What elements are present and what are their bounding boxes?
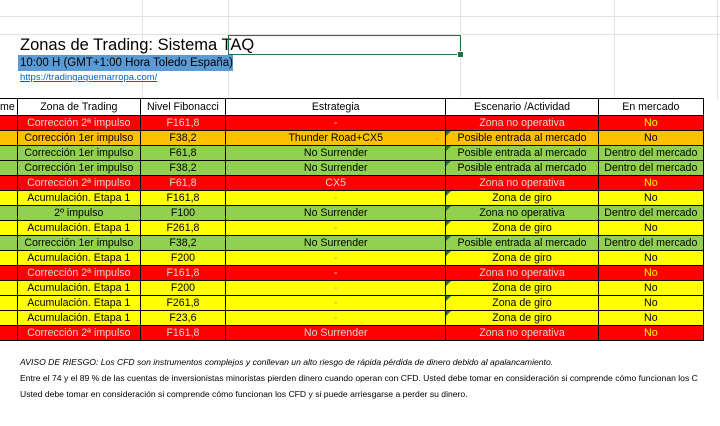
cell-escenario[interactable]: Zona no operativa: [446, 176, 598, 191]
cell-mercado[interactable]: No: [598, 191, 703, 206]
cell-mercado[interactable]: Dentro del mercado: [598, 161, 703, 176]
cell-estrategia[interactable]: CX5: [226, 176, 446, 191]
cell-escenario[interactable]: Posible entrada al mercado: [446, 146, 598, 161]
row-lead-cell[interactable]: [0, 116, 17, 131]
cell-estrategia[interactable]: Thunder Road+CX5: [226, 131, 446, 146]
cell-zona[interactable]: Corrección 2ª impulso: [17, 116, 140, 131]
cell-escenario[interactable]: Zona no operativa: [446, 116, 598, 131]
cell-zona[interactable]: Acumulación. Etapa 1: [17, 281, 140, 296]
table-row: [0, 296, 704, 311]
row-lead-cell[interactable]: [0, 191, 17, 206]
row-lead-cell[interactable]: [0, 221, 17, 236]
cell-zona[interactable]: Corrección 2ª impulso: [17, 326, 140, 341]
row-lead-cell[interactable]: [0, 251, 17, 266]
cell-estrategia[interactable]: No Surrender: [226, 161, 446, 176]
cell-nivel[interactable]: F161,8: [140, 191, 225, 206]
time-cell[interactable]: 10:00 H (GMT+1:00 Hora Toledo España): [20, 57, 233, 69]
table-row: [0, 176, 704, 191]
cell-estrategia[interactable]: -: [226, 281, 446, 296]
row-lead-cell[interactable]: [0, 176, 17, 191]
cell-nivel[interactable]: F61,8: [140, 146, 225, 161]
header-cell[interactable]: En mercado: [598, 99, 703, 116]
cell-nivel[interactable]: F261,8: [140, 296, 225, 311]
table-row: [0, 281, 704, 296]
risk-note[interactable]: Entre el 74 y el 89 % de las cuentas de inversionistas minoristas pierden dinero cuando operan con CFD. Usted debe tomar en consideración si comprende cómo funcionan los C: [20, 373, 698, 383]
row-lead-cell[interactable]: [0, 281, 17, 296]
row-lead-cell[interactable]: [0, 236, 17, 251]
cell-mercado[interactable]: No: [598, 266, 703, 281]
cell-zona[interactable]: Corrección 2ª impulso: [17, 176, 140, 191]
cell-nivel[interactable]: F38,2: [140, 236, 225, 251]
table-row: [0, 131, 704, 146]
cell-nivel[interactable]: F100: [140, 206, 225, 221]
cell-escenario[interactable]: Zona de giro: [446, 296, 598, 311]
cell-zona[interactable]: Corrección 1er impulso: [17, 146, 140, 161]
table-body: [0, 116, 704, 341]
selected-cell[interactable]: [228, 35, 461, 55]
cell-estrategia[interactable]: -: [226, 311, 446, 326]
cell-zona[interactable]: Acumulación. Etapa 1: [17, 221, 140, 236]
table-row: [0, 116, 704, 131]
cell-estrategia[interactable]: No Surrender: [226, 236, 446, 251]
gridline: [717, 0, 718, 100]
cell-zona[interactable]: Acumulación. Etapa 1: [17, 296, 140, 311]
table-row: [0, 236, 704, 251]
cell-estrategia[interactable]: No Surrender: [226, 206, 446, 221]
cell-mercado[interactable]: No: [598, 311, 703, 326]
cell-escenario[interactable]: Zona no operativa: [446, 206, 598, 221]
cell-escenario[interactable]: Posible entrada al mercado: [446, 131, 598, 146]
cell-nivel[interactable]: F38,2: [140, 131, 225, 146]
table-row: [0, 206, 704, 221]
table-row: [0, 221, 704, 236]
cell-zona[interactable]: Acumulación. Etapa 1: [17, 251, 140, 266]
row-lead-cell[interactable]: [0, 266, 17, 281]
cell-estrategia[interactable]: -: [226, 266, 446, 281]
table-row: [0, 191, 704, 206]
cell-escenario[interactable]: Zona no operativa: [446, 326, 598, 341]
cell-estrategia[interactable]: -: [226, 221, 446, 236]
cell-nivel[interactable]: F23,6: [140, 311, 225, 326]
sheet-title[interactable]: Zonas de Trading: Sistema TAQ: [20, 36, 255, 54]
row-lead-cell[interactable]: [0, 206, 17, 221]
table-row: [0, 161, 704, 176]
cell-zona[interactable]: 2º impulso: [17, 206, 140, 221]
table-row: [0, 251, 704, 266]
gridline: [0, 16, 720, 17]
cell-escenario[interactable]: Posible entrada al mercado: [446, 236, 598, 251]
cell-mercado[interactable]: Dentro del mercado: [598, 236, 703, 251]
table-row: [0, 146, 704, 161]
row-lead-cell[interactable]: [0, 311, 17, 326]
cell-estrategia[interactable]: -: [226, 251, 446, 266]
cell-escenario[interactable]: Zona de giro: [446, 281, 598, 296]
cell-nivel[interactable]: F200: [140, 281, 225, 296]
cell-mercado[interactable]: Dentro del mercado: [598, 146, 703, 161]
table-row: [0, 311, 704, 326]
cell-mercado[interactable]: No: [598, 116, 703, 131]
cell-estrategia[interactable]: -: [226, 191, 446, 206]
row-lead-cell[interactable]: [0, 146, 17, 161]
row-lead-cell[interactable]: [0, 131, 17, 146]
cell-estrategia[interactable]: No Surrender: [226, 326, 446, 341]
cell-estrategia[interactable]: -: [226, 296, 446, 311]
risk-note[interactable]: Usted debe tomar en consideración si comprende cómo funcionan los CFD y si puede arriesgarse a perder su dinero.: [20, 389, 468, 399]
gridline: [614, 0, 615, 100]
cell-escenario[interactable]: Zona de giro: [446, 191, 598, 206]
cell-escenario[interactable]: Zona de giro: [446, 221, 598, 236]
header-cell[interactable]: Escenario /Actividad: [446, 99, 598, 116]
header-cell[interactable]: Estrategia: [226, 99, 446, 116]
cell-mercado[interactable]: No: [598, 176, 703, 191]
header-cell[interactable]: me: [0, 99, 17, 116]
cell-estrategia[interactable]: -: [226, 116, 446, 131]
cell-escenario[interactable]: Zona de giro: [446, 311, 598, 326]
cell-mercado[interactable]: No: [598, 281, 703, 296]
cell-mercado[interactable]: No: [598, 296, 703, 311]
cell-estrategia[interactable]: No Surrender: [226, 146, 446, 161]
cell-escenario[interactable]: Zona no operativa: [446, 266, 598, 281]
cell-mercado[interactable]: Dentro del mercado: [598, 206, 703, 221]
table-row: [0, 326, 704, 341]
row-lead-cell[interactable]: [0, 161, 17, 176]
cell-zona[interactable]: Corrección 1er impulso: [17, 131, 140, 146]
cell-nivel[interactable]: F261,8: [140, 221, 225, 236]
row-lead-cell[interactable]: [0, 296, 17, 311]
risk-warning[interactable]: AVISO DE RIESGO: Los CFD son instrumentos complejos y conllevan un alto riesgo de rápida pérdida de dinero debido al apalancamiento.: [20, 357, 554, 367]
cell-escenario[interactable]: Posible entrada al mercado: [446, 161, 598, 176]
cell-mercado[interactable]: No: [598, 221, 703, 236]
cell-escenario[interactable]: Zona de giro: [446, 251, 598, 266]
cell-nivel[interactable]: F38,2: [140, 161, 225, 176]
cell-zona[interactable]: Corrección 1er impulso: [17, 236, 140, 251]
cell-nivel[interactable]: F161,8: [140, 326, 225, 341]
cell-nivel[interactable]: F61,8: [140, 176, 225, 191]
cell-zona[interactable]: Corrección 1er impulso: [17, 161, 140, 176]
cell-zona[interactable]: Acumulación. Etapa 1: [17, 311, 140, 326]
table-row: [0, 266, 704, 281]
header-cell[interactable]: Nivel Fibonacci: [140, 99, 225, 116]
cell-nivel[interactable]: F161,8: [140, 116, 225, 131]
cell-zona[interactable]: Acumulación. Etapa 1: [17, 191, 140, 206]
cell-nivel[interactable]: F161,8: [140, 266, 225, 281]
cell-mercado[interactable]: No: [598, 131, 703, 146]
table-header-row: [0, 99, 704, 116]
cell-zona[interactable]: Corrección 2ª impulso: [17, 266, 140, 281]
fill-handle[interactable]: [457, 51, 464, 58]
trading-zones-table: [0, 98, 704, 341]
header-cell[interactable]: Zona de Trading: [17, 99, 140, 116]
cell-nivel[interactable]: F200: [140, 251, 225, 266]
cell-mercado[interactable]: No: [598, 326, 703, 341]
cell-mercado[interactable]: No: [598, 251, 703, 266]
row-lead-cell[interactable]: [0, 326, 17, 341]
website-link[interactable]: https://tradingaquemarropa.com/: [20, 72, 158, 83]
